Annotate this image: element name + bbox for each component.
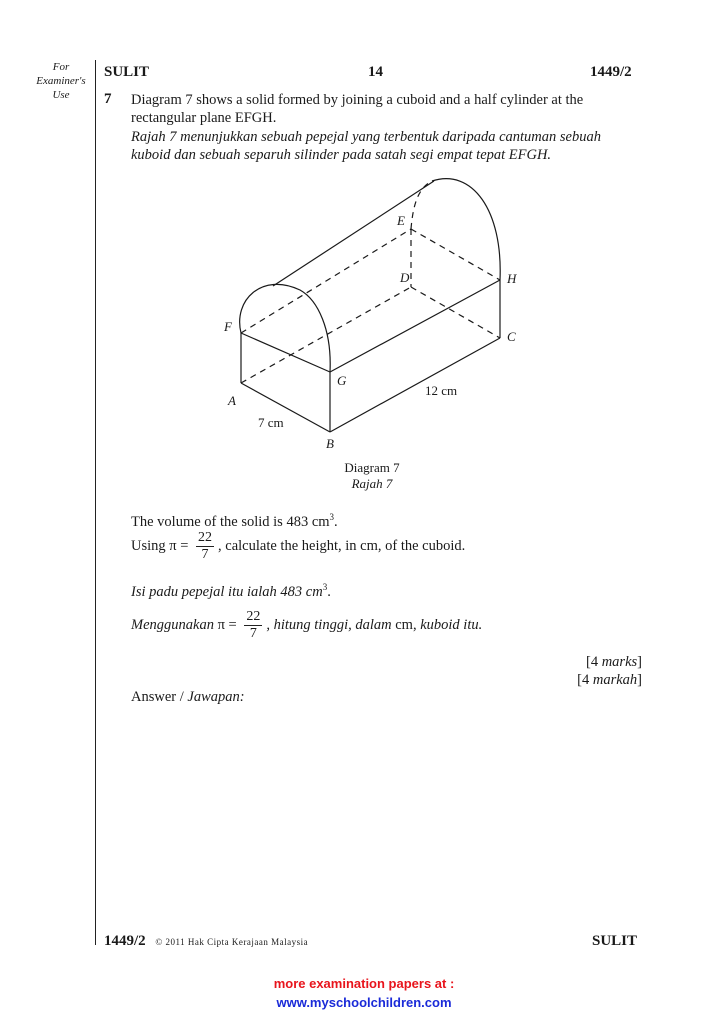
volume-english <box>131 508 338 531</box>
diagram-caption-malay: Rajah 7 <box>351 476 393 491</box>
volume-malay <box>131 578 331 601</box>
question-malay-line-2: kuboid dan sebuah separuh silinder pada satah segi empat tepat EFGH. <box>131 147 552 163</box>
answer-english: Answer / <box>131 689 184 705</box>
volume-malay-end: . <box>327 583 331 600</box>
cube-superscript: 3 <box>329 512 335 522</box>
question-english-line-1: Diagram 7 shows a solid formed by joining a cuboid and a half cylinder at the <box>131 92 584 108</box>
markah-word: markah <box>592 672 638 688</box>
pi-fraction-malay <box>244 609 262 642</box>
edge-FE-hidden <box>241 229 411 333</box>
footer-left <box>104 933 308 950</box>
fraction-numerator-malay: 22 <box>246 609 261 624</box>
label-B: B <box>326 436 334 451</box>
using-word: Using <box>131 537 166 554</box>
dimension-length: 12 cm <box>425 383 458 398</box>
footer-copyright: © 2011 Hak Cipta Kerajaan Malaysia <box>155 937 309 947</box>
top-ridge-edge <box>273 181 434 286</box>
pi-malay-rest-a: , hitung tinggi, dalam <box>266 616 392 633</box>
question-number: 7 <box>104 91 112 107</box>
volume-english-end: . <box>334 513 338 530</box>
pi-instruction-english <box>131 530 465 563</box>
answer-label <box>131 688 245 706</box>
back-arc-right <box>432 179 500 280</box>
marks-english <box>586 653 642 671</box>
solid-diagram <box>0 0 728 500</box>
marks-malay <box>577 671 642 689</box>
edge-EH-hidden <box>411 229 500 280</box>
marks-word: marks <box>601 654 638 670</box>
diagram-caption: Diagram 7 <box>344 460 400 475</box>
examiner-line-1: For <box>52 61 70 73</box>
pi-english-rest: , calculate the height, in cm, of the cuboid. <box>218 537 466 554</box>
pi-symbol-malay: π = <box>217 616 237 633</box>
question-malay-line-1: Rajah 7 menunjukkan sebuah pepejal yang terbentuk daripada cantuman sebuah <box>131 129 601 145</box>
promo-line-1: more examination papers at : <box>273 976 455 991</box>
marks-open: [4 <box>585 654 602 670</box>
answer-space[interactable] <box>131 712 641 912</box>
edge-FG <box>241 333 330 372</box>
pi-instruction-malay <box>131 609 482 642</box>
question-english-line-2: rectangular plane EFGH. <box>131 110 277 126</box>
pi-symbol: π = <box>169 537 189 554</box>
examiner-line-3: Use <box>52 89 70 101</box>
label-F: F <box>224 319 232 334</box>
marks-close: ] <box>637 654 642 670</box>
pi-malay-unit: cm, <box>395 616 417 633</box>
paper-code: 1449/2 <box>590 64 632 80</box>
front-arc <box>240 284 331 372</box>
edge-BC <box>330 338 500 432</box>
fraction-denominator-malay: 7 <box>249 626 257 641</box>
label-E: E <box>397 213 405 228</box>
dimension-width: 7 cm <box>258 415 284 430</box>
answer-malay: Jawapan: <box>187 689 245 705</box>
edge-GH <box>330 280 500 372</box>
promo-link[interactable]: www.myschoolchildren.com <box>276 995 452 1010</box>
menggunakan-word: Menggunakan <box>131 616 214 633</box>
fraction-numerator: 22 <box>198 530 213 545</box>
edge-AD-hidden <box>241 287 411 383</box>
volume-english-text: The volume of the solid is 483 cm <box>131 513 330 530</box>
cube-superscript-malay: 3 <box>322 582 328 592</box>
page-number: 14 <box>368 64 383 80</box>
back-arc-left-hidden <box>411 181 432 229</box>
pi-fraction <box>196 530 214 563</box>
examiner-line-2: Examiner's <box>36 75 86 87</box>
label-D: D <box>400 270 410 285</box>
edge-DC-hidden <box>411 287 500 338</box>
label-A: A <box>228 393 236 408</box>
markah-close: ] <box>637 672 642 688</box>
edge-AB <box>241 383 330 432</box>
fraction-denominator: 7 <box>201 547 209 562</box>
markah-open: [4 <box>577 672 593 688</box>
label-H: H <box>507 271 517 286</box>
label-G: G <box>337 373 347 388</box>
footer-sulit: SULIT <box>592 933 638 949</box>
footer-paper-code: 1449/2 <box>104 933 146 949</box>
pi-malay-rest-b: kuboid itu. <box>420 616 483 633</box>
volume-malay-text: Isi padu pepejal itu ialah 483 cm <box>131 583 323 600</box>
header-sulit: SULIT <box>104 64 150 80</box>
label-C: C <box>507 329 516 344</box>
